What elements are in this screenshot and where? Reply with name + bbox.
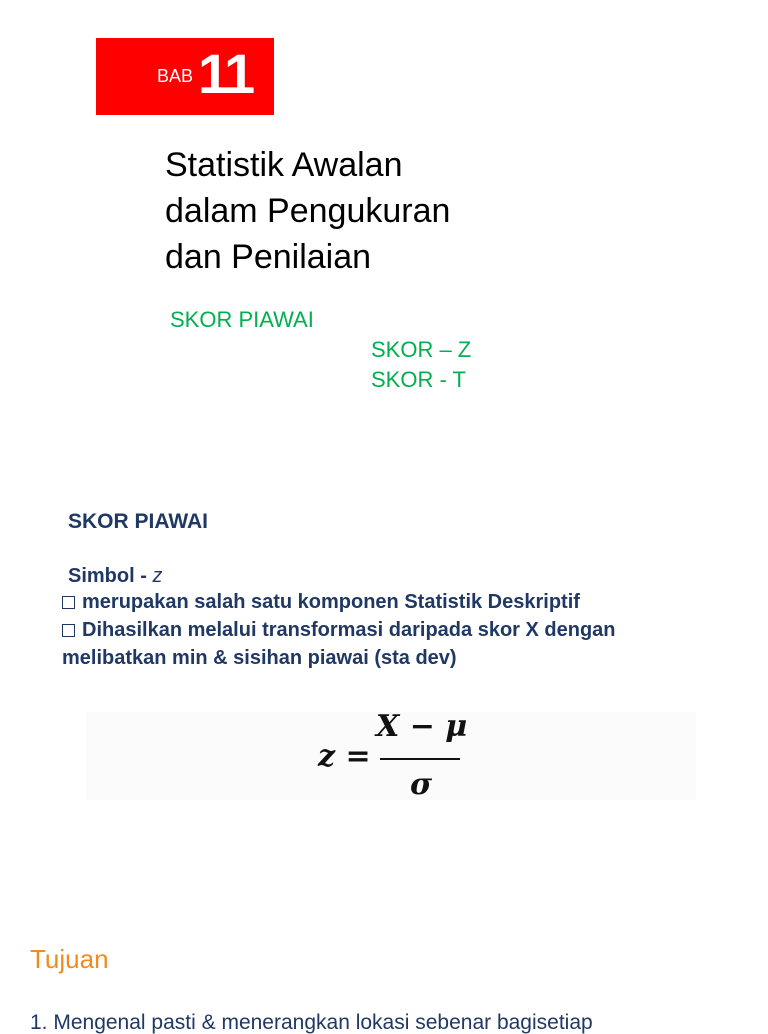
bullet-text-2a: Dihasilkan melalui transformasi daripada skor X dengan bbox=[82, 619, 616, 641]
chapter-title-line-2: dalam Pengukuran bbox=[165, 192, 451, 230]
section-heading: SKOR PIAWAI bbox=[68, 510, 209, 533]
symbol-variable: z bbox=[152, 565, 163, 587]
bullet-square-icon bbox=[62, 624, 75, 637]
fraction-bar bbox=[380, 758, 460, 760]
objective-item-1: 1. Mengenal pasti & menerangkan lokasi sebenar bagisetiap bbox=[30, 1011, 593, 1034]
symbol-line bbox=[68, 566, 162, 586]
topic-main: SKOR PIAWAI bbox=[170, 307, 314, 332]
bullet-item-2 bbox=[62, 620, 616, 640]
formula-numerator: X − μ bbox=[376, 709, 468, 744]
topic-z-score: SKOR – Z bbox=[371, 337, 472, 362]
chapter-title-line-3: dan Penilaian bbox=[165, 238, 372, 276]
bullet-item-2-continued: melibatkan min & sisihan piawai (sta dev) bbox=[62, 647, 457, 669]
bullet-square-icon bbox=[62, 596, 75, 609]
bullet-item-1 bbox=[62, 592, 580, 612]
chapter-title bbox=[165, 142, 450, 280]
objectives-heading: Tujuan bbox=[30, 944, 109, 974]
chapter-number: 11 bbox=[198, 42, 254, 105]
formula-lhs: z = bbox=[318, 739, 371, 774]
chapter-title-line-1: Statistik Awalan bbox=[165, 146, 403, 184]
formula-denominator: σ bbox=[410, 767, 433, 802]
topic-t-score: SKOR - T bbox=[371, 367, 466, 392]
chapter-label: BAB bbox=[157, 66, 194, 86]
symbol-label: Simbol - bbox=[68, 565, 153, 587]
z-score-formula bbox=[318, 709, 468, 807]
bullet-text-1: merupakan salah satu komponen Statistik Deskriptif bbox=[82, 591, 580, 613]
